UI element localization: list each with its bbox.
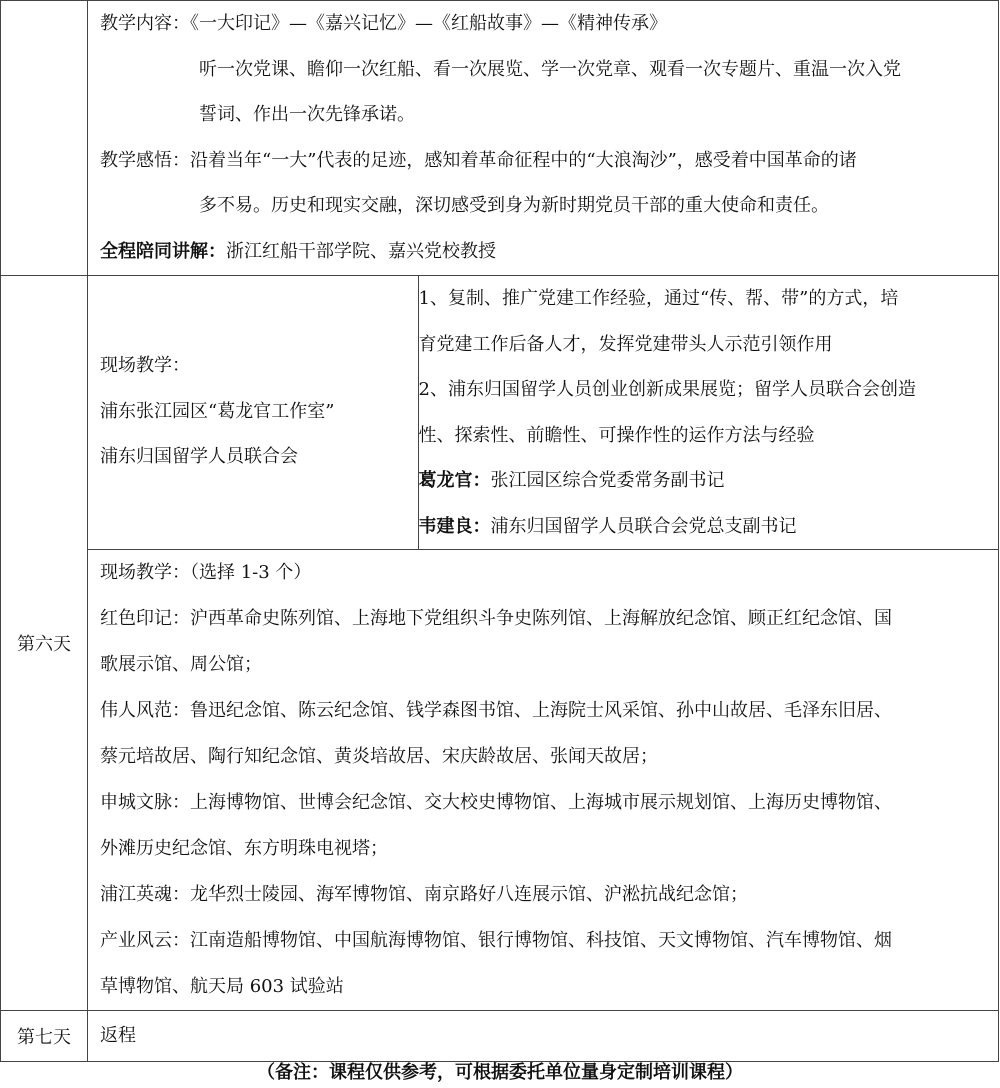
insight-label: 教学感悟： <box>100 149 190 171</box>
content-label: 教学内容： <box>100 13 190 34</box>
speaker-name: 韦建良： <box>418 515 491 537</box>
site-line: 浦东张江园区“葛龙官工作室” <box>100 400 335 422</box>
insight-line <box>88 138 998 184</box>
day6-site-row <box>1 276 999 550</box>
point-line: 1、复制、推广党建工作经验，通过“传、帮、带”的方式，培 <box>418 288 899 309</box>
speaker-line <box>419 504 1000 550</box>
point-line: 2、浦东归国留学人员创业创新成果展览；留学人员联合会创造 <box>418 379 916 400</box>
content-text: 《一大印记》—《嘉兴记忆》—《红船故事》—《精神传承》 <box>190 13 667 34</box>
day5-row <box>1 1 999 276</box>
day7-day-cell <box>1 1011 88 1062</box>
guide-line <box>88 229 998 275</box>
options-header: 现场教学：（选择 1-3 个） <box>100 562 312 583</box>
option-line: 外滩历史纪念馆、东方明珠电视塔； <box>100 838 388 859</box>
speaker-name: 葛龙官： <box>418 470 491 491</box>
content-line <box>88 1 998 47</box>
site-detail-cell <box>418 276 999 549</box>
footnote: （备注：课程仅供参考，可根据委托单位量身定制培训课程） <box>257 1062 743 1083</box>
guide-label: 全程陪同讲解： <box>100 240 226 262</box>
insight-continued-line: 多不易。历史和现实交融，深切感受到身为新时期党员干部的重大使命和责任。 <box>199 195 829 216</box>
day5-day-cell <box>1 1 88 276</box>
guide-text: 浙江红船干部学院、嘉兴党校教授 <box>226 240 496 262</box>
point-line: 性、探索性、前瞻性、可操作性的运作方法与经验 <box>418 424 815 446</box>
day6-label: 第六天 <box>17 634 71 655</box>
option-line: 红色印记：沪西革命史陈列馆、上海地下党组织斗争史陈列馆、上海解放纪念馆、顾正红纪念馆、国 <box>100 608 892 629</box>
speaker-title: 张江园区综合党委常务副书记 <box>490 470 725 491</box>
site-list-cell <box>88 276 418 549</box>
content-detail-line: 誓词、作出一次先锋承诺。 <box>199 104 415 125</box>
day7-content-cell <box>88 1011 999 1062</box>
option-line: 浦江英魂：龙华烈士陵园、海军博物馆、南京路好八连展示馆、沪淞抗战纪念馆； <box>100 884 748 905</box>
day6-options-cell <box>88 550 999 1011</box>
day6-day-cell <box>1 276 88 1011</box>
day6-options-row <box>1 550 999 1011</box>
content-detail-line: 听一次党课、瞻仰一次红船、看一次展览、学一次党章、观看一次专题片、重温一次入党 <box>199 58 901 80</box>
speaker-line <box>419 458 1000 504</box>
option-line: 歌展示馆、周公馆； <box>100 654 262 675</box>
option-line: 草博物馆、航天局 603 试验站 <box>100 976 344 997</box>
return-text: 返程 <box>100 1025 136 1046</box>
day7-label: 第七天 <box>17 1027 71 1048</box>
site-line: 现场教学： <box>100 355 190 377</box>
option-line: 产业风云：江南造船博物馆、中国航海博物馆、银行博物馆、科技馆、天文博物馆、汽车博物馆、烟 <box>100 930 892 951</box>
site-line: 浦东归国留学人员联合会 <box>100 446 298 468</box>
insight-text: 沿着当年“一大”代表的足迹，感知着革命征程中的“大浪淘沙”，感受着中国革命的诸 <box>190 149 857 171</box>
point-line: 育党建工作后备人才，发挥党建带头人示范引领作用 <box>418 333 833 355</box>
option-line: 蔡元培故居、陶行知纪念馆、黄炎培故居、宋庆龄故居、张闻天故居； <box>100 746 658 767</box>
day6-site-cell <box>88 276 999 550</box>
day6-site-inner-table <box>88 276 999 549</box>
option-line: 申城文脉：上海博物馆、世博会纪念馆、交大校史博物馆、上海城市展示规划馆、上海历史博物馆、 <box>100 792 892 813</box>
speaker-title: 浦东归国留学人员联合会党总支副书记 <box>490 515 797 537</box>
day7-row <box>1 1011 999 1062</box>
option-line: 伟人风范：鲁迅纪念馆、陈云纪念馆、钱学森图书馆、上海院士风采馆、孙中山故居、毛泽东旧居、 <box>100 700 892 721</box>
day5-content-cell <box>88 1 999 276</box>
